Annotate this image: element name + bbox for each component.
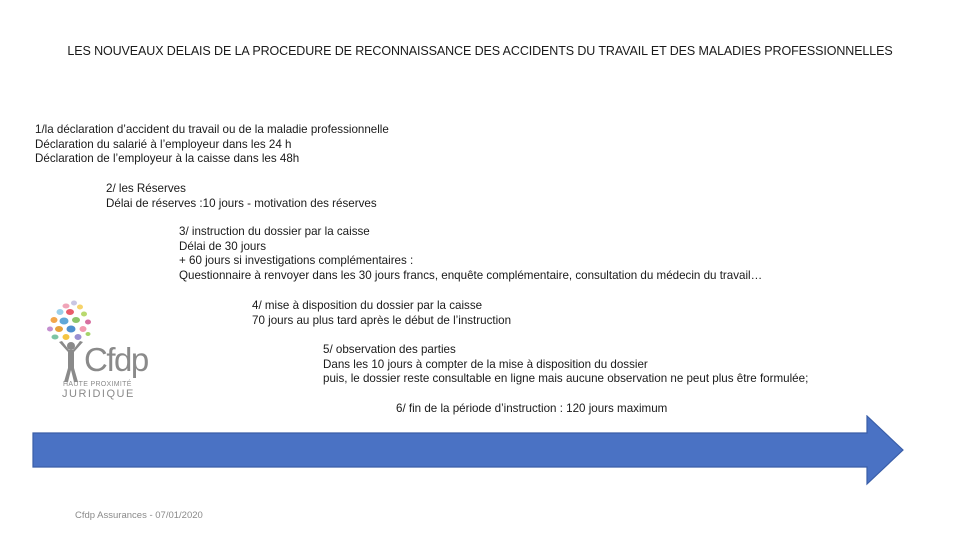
- logo-brand: Cfdp: [84, 341, 148, 378]
- logo-figure-icon: [59, 341, 83, 382]
- logo-leaves-icon: [47, 301, 91, 341]
- step-1-line: Déclaration du salarié à l’employeur dans les 24 h: [35, 137, 292, 151]
- step-5: [323, 343, 808, 387]
- step-4-line: 70 jours au plus tard après le début de l’instruction: [252, 313, 512, 327]
- step-5-line: puis, le dossier reste consultable en ligne mais aucune observation ne peut plus être formulée;: [323, 372, 809, 385]
- footer-text: Cfdp Assurances - 07/01/2020: [75, 510, 203, 521]
- step-4-heading: 4/ mise à disposition du dossier par la caisse: [252, 299, 483, 312]
- logo-subtitle: HAUTE PROXIMITÉ: [63, 381, 132, 388]
- step-5-heading: 5/ observation des parties: [323, 343, 456, 356]
- step-1-heading: 1/la déclaration d’accident du travail ou de la maladie professionnelle: [35, 123, 389, 136]
- step-3-line: + 60 jours si investigations complémentaires :: [179, 254, 414, 267]
- page-title: LES NOUVEAUX DELAIS DE LA PROCEDURE DE RECONNAISSANCE DES ACCIDENTS DU TRAVAIL ET DES MALADIES PROFESSIONNELLES: [67, 44, 893, 58]
- timeline-arrow: [32, 415, 906, 487]
- step-1-line: Déclaration de l’employeur à la caisse dans les 48h: [35, 152, 300, 165]
- step-2-line: Délai de réserves :10 jours - motivation des réserves: [106, 196, 377, 210]
- step-2-heading: 2/ les Réserves: [106, 182, 186, 195]
- step-3-line: Délai de 30 jours: [179, 239, 267, 253]
- step-5-line: Dans les 10 jours à compter de la mise à disposition du dossier: [323, 357, 648, 371]
- step-3-line: Questionnaire à renvoyer dans les 30 jours francs, enquête complémentaire, consultation du médecin du travail…: [179, 268, 763, 282]
- step-4: [252, 299, 511, 328]
- step-2: [106, 182, 377, 211]
- timeline-arrow-shape: [33, 416, 903, 484]
- step-6-heading: 6/ fin de la période d’instruction : 120 jours maximum: [396, 402, 668, 415]
- logo-subtitle-juridique: JURIDIQUE: [62, 388, 135, 400]
- step-3-heading: 3/ instruction du dossier par la caisse: [179, 225, 370, 238]
- step-1: [35, 123, 389, 167]
- step-3: [179, 225, 762, 283]
